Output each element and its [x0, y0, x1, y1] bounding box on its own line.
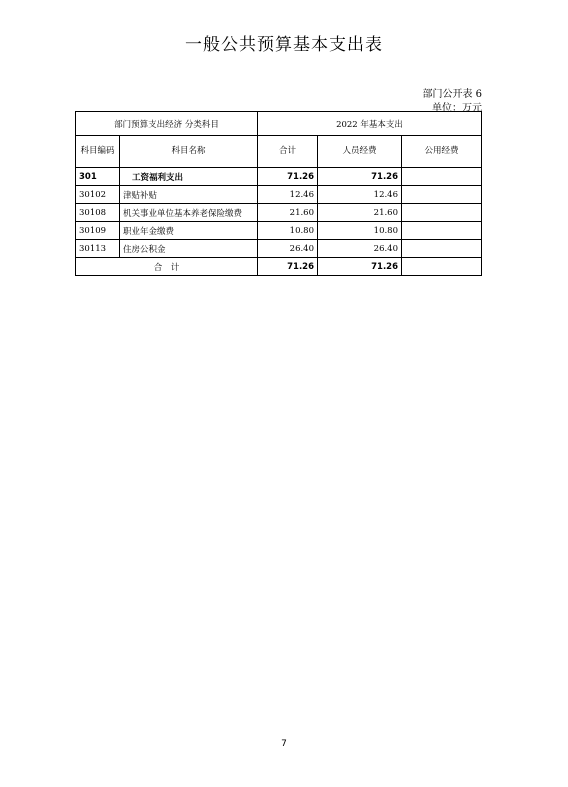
- footer-label: 合 计: [76, 258, 258, 276]
- row-code: 30109: [76, 222, 120, 240]
- row-personnel: 71.26: [318, 168, 402, 186]
- row-personnel: 12.46: [318, 186, 402, 204]
- header-code: 科目编码: [76, 136, 120, 168]
- unit-label: 单位：万元: [432, 103, 482, 114]
- footer-personnel: 71.26: [318, 258, 402, 276]
- page-title: 一般公共预算基本支出表: [185, 35, 383, 55]
- row-total: 10.80: [258, 222, 318, 240]
- table-row: [76, 186, 482, 204]
- row-name: 住房公积金: [120, 240, 258, 258]
- row-total: 71.26: [258, 168, 318, 186]
- header-public: 公用经费: [402, 136, 482, 168]
- row-total: 21.60: [258, 204, 318, 222]
- row-total: 12.46: [258, 186, 318, 204]
- row-code: 301: [76, 168, 120, 186]
- table-row: [76, 222, 482, 240]
- header-name: 科目名称: [120, 136, 258, 168]
- form-number: 部门公开表 6: [422, 89, 482, 100]
- row-personnel: 26.40: [318, 240, 402, 258]
- footer-public: [402, 258, 482, 276]
- row-code: 30102: [76, 186, 120, 204]
- footer-total: 71.26: [258, 258, 318, 276]
- row-name: 职业年金缴费: [120, 222, 258, 240]
- table-footer-row: [76, 258, 482, 276]
- row-name: 机关事业单位基本养老保险缴费: [120, 204, 258, 222]
- row-public: [402, 240, 482, 258]
- row-code: 30113: [76, 240, 120, 258]
- page-number: 7: [281, 739, 287, 749]
- table-row: [76, 240, 482, 258]
- header-economic-classification: 部门预算支出经济 分类科目: [76, 112, 258, 136]
- budget-table: [75, 111, 482, 276]
- table-row: [76, 168, 482, 186]
- row-public: [402, 222, 482, 240]
- row-public: [402, 186, 482, 204]
- row-public: [402, 204, 482, 222]
- header-basic-expenditure: 2022 年基本支出: [258, 112, 482, 136]
- header-personnel: 人员经费: [318, 136, 402, 168]
- row-name: 津贴补贴: [120, 186, 258, 204]
- row-total: 26.40: [258, 240, 318, 258]
- header-total: 合计: [258, 136, 318, 168]
- row-code: 30108: [76, 204, 120, 222]
- row-personnel: 10.80: [318, 222, 402, 240]
- table-row: [76, 204, 482, 222]
- row-name: 工资福利支出: [120, 168, 258, 186]
- row-public: [402, 168, 482, 186]
- row-personnel: 21.60: [318, 204, 402, 222]
